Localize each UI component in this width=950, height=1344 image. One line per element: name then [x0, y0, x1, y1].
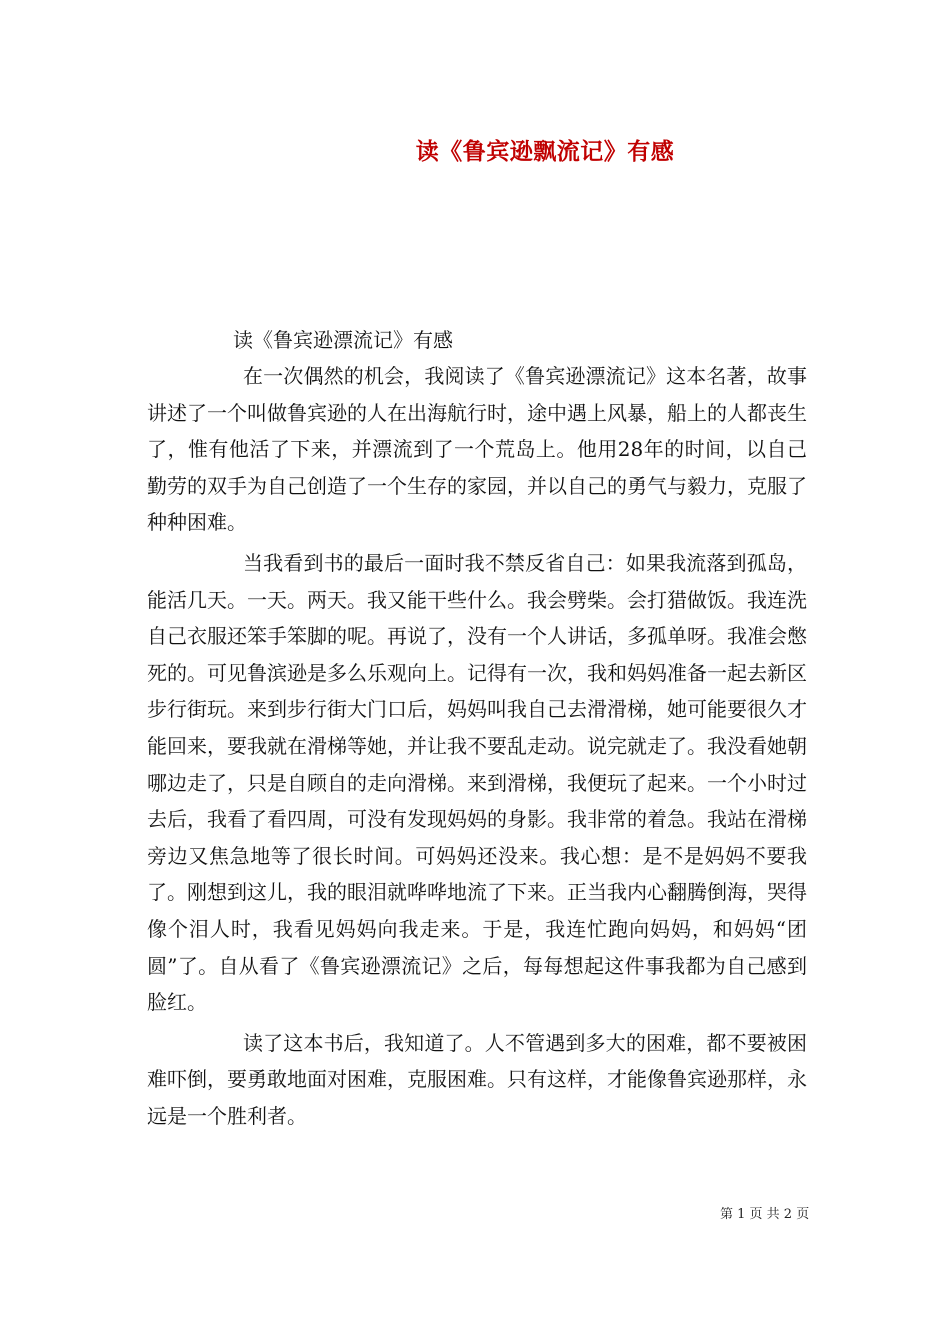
- document-subtitle: 读《鲁宾逊漂流记》有感: [233, 328, 453, 352]
- paragraph: 在一次偶然的机会，我阅读了《鲁宾逊漂流记》这本名著，故事讲述了一个叫做鲁宾逊的人在出海航行时，途中遇上风暴，船上的人都丧生了，惟有他活了下来，并漂流到了一个荒岛上。他用28年的时间，以自己勤劳的双手为自己创造了一个生存的家园，并以自己的勇气与毅力，克服了种种困难。: [147, 364, 807, 535]
- document-body: [147, 323, 807, 1134]
- paragraph: 读了这本书后，我知道了。人不管遇到多大的困难，都不要被困难吓倒，要勇敢地面对困难，克服困难。只有这样，才能像鲁宾逊那样，永远是一个胜利者。: [147, 1030, 807, 1128]
- page-number-footer: 第 1 页 共 2 页: [720, 1207, 810, 1222]
- paragraph: 当我看到书的最后一面时我不禁反省自己：如果我流落到孤岛，能活几天。一天。两天。我又能干些什么。我会劈柴。会打猎做饭。我连洗自己衣服还笨手笨脚的呢。再说了，没有一个人讲话，多孤单呀。我准会憋死的。可见鲁滨逊是多么乐观向上。记得有一次，我和妈妈准备一起去新区步行街玩。来到步行街大门口后，妈妈叫我自己去滑滑梯，她可能要很久才能回来，要我就在滑梯等她，并让我不要乱走动。说完就走了。我没看她朝哪边走了，只是自顾自的走向滑梯。来到滑梯，我便玩了起来。一个小时过去后，我看了看四周，可没有发现妈妈的身影。我非常的着急。我站在滑梯旁边又焦急地等了很长时间。可妈妈还没来。我心想：是不是妈妈不要我了。刚想到这儿，我的眼泪就哗哗地流了下来。正当我内心翻腾倒海，哭得像个泪人时，我看见妈妈向我走来。于是，我连忙跑向妈妈，和妈妈“团圆”了。自从看了《鲁宾逊漂流记》之后，每每想起这件事我都为自己感到脸红。: [147, 550, 807, 1015]
- page-title: 读《鲁宾逊飘流记》有感: [415, 138, 675, 165]
